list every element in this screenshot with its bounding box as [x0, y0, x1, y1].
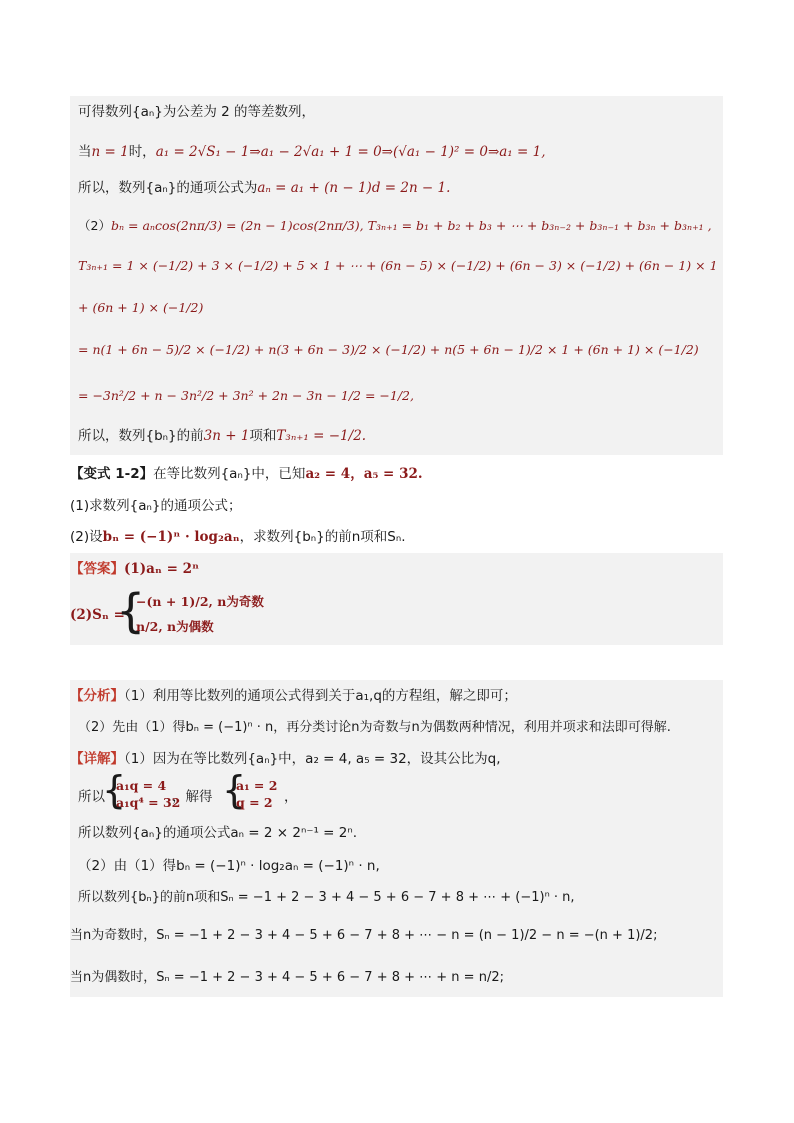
detail-line-2-post: ， [284, 789, 298, 805]
solution-line-8: = −3n²/2 + n − 3n²/2 + 3n² + 2n − 3n − 1/2 = −1/2, [78, 388, 414, 403]
detail-system-brace-2: { [222, 768, 247, 812]
solution-line-1: 可得数列{aₙ}为公差为 2 的等差数列， [78, 104, 316, 120]
answer-piecewise-brace: { [116, 584, 146, 638]
detail-system-1-eq2: a₁q⁴ = 32 [116, 795, 181, 810]
solution-line-3: 所以，数列{aₙ}的通项公式为aₙ = a₁ + (n − 1)d = 2n − 1. [78, 180, 451, 196]
detail-line-2: 所以 [78, 789, 105, 805]
detail-line-1: 【详解】（1）因为在等比数列{aₙ}中，a₂ = 4, a₅ = 32，设其公比为q, [70, 751, 501, 767]
solution-line-4: （2）bₙ = aₙcos(2nπ/3) = (2n − 1)cos(2nπ/3), T₃ₙ₊₁ = b₁ + b₂ + b₃ + ⋯ + b₃ₙ₋₂ + b₃ₙ₋₁ + b₃ₙ + b₃ₙ₊₁ , [78, 218, 712, 233]
detail-system-2-eq1: a₁ = 2 [236, 778, 278, 793]
detail-line-7: 当n为偶数时，Sₙ = −1 + 2 − 3 + 4 − 5 + 6 − 7 + 8 + ⋯ + n = n/2; [70, 970, 504, 985]
answer-line-2: (2)Sₙ = [70, 607, 125, 623]
problem-question-1: (1)求数列{aₙ}的通项公式； [70, 498, 242, 514]
solution-line-5: T₃ₙ₊₁ = 1 × (−1/2) + 3 × (−1/2) + 5 × 1 + ⋯ + (6n − 5) × (−1/2) + (6n − 3) × (−1/2) + (6n − 1) × 1 [78, 258, 718, 273]
analysis-line-2: （2）先由（1）得bₙ = (−1)ⁿ · n，再分类讨论n为奇数与n为偶数两种情况，利用并项求和法即可得解. [78, 720, 671, 735]
detail-system-2-eq2: q = 2 [236, 795, 273, 810]
detail-line-6: 当n为奇数时，Sₙ = −1 + 2 − 3 + 4 − 5 + 6 − 7 + 8 + ⋯ − n = (n − 1)/2 − n = −(n + 1)/2; [70, 928, 658, 943]
detail-system-brace-1: { [102, 768, 127, 812]
answer-case-odd: −(n + 1)/2, n为奇数 [136, 594, 264, 609]
problem-question-2: (2)设bₙ = (−1)ⁿ · log₂aₙ，求数列{bₙ}的前n项和Sₙ. [70, 529, 406, 545]
detail-line-3: 所以数列{aₙ}的通项公式aₙ = 2 × 2ⁿ⁻¹ = 2ⁿ. [78, 825, 358, 841]
detail-system-1-eq1: a₁q = 4 [116, 778, 167, 793]
analysis-line-1: 【分析】（1）利用等比数列的通项公式得到关于a₁,q的方程组，解之即可； [70, 688, 517, 704]
detail-line-4: （2）由（1）得bₙ = (−1)ⁿ · log₂aₙ = (−1)ⁿ · n, [78, 858, 380, 874]
answer-case-even: n/2, n为偶数 [136, 619, 214, 634]
solution-line-9: 所以，数列{bₙ}的前3n + 1项和T₃ₙ₊₁ = −1/2. [78, 428, 367, 444]
detail-line-5: 所以数列{bₙ}的前n项和Sₙ = −1 + 2 − 3 + 4 − 5 + 6 − 7 + 8 + ⋯ + (−1)ⁿ · n, [78, 890, 575, 905]
solution-line-6: + (6n + 1) × (−1/2) [78, 300, 204, 315]
solution-line-7: = n(1 + 6n − 5)/2 × (−1/2) + n(3 + 6n − 3)/2 × (−1/2) + n(5 + 6n − 1)/2 × 1 + (6n + 1) × (−1/2) [78, 342, 699, 357]
solution-line-2: 当n = 1时，a₁ = 2√S₁ − 1⇒a₁ − 2√a₁ + 1 = 0⇒(√a₁ − 1)² = 0⇒a₁ = 1, [78, 144, 546, 160]
answer-line-1: 【答案】(1)aₙ = 2ⁿ [70, 561, 200, 577]
problem-stem: 【变式 1-2】在等比数列{aₙ}中，已知a₂ = 4，a₅ = 32. [70, 466, 423, 482]
detail-line-2-mid: ，解得 [172, 789, 213, 805]
